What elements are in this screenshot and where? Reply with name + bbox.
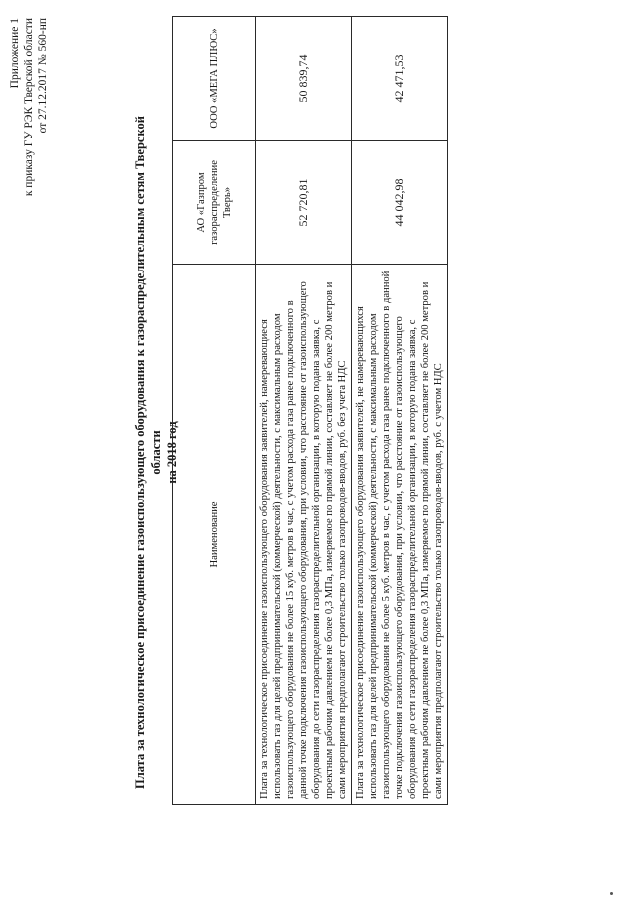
appendix-order-ref: к приказу ГУ РЭК Тверской области [23, 18, 35, 197]
header-company-1: АО «Газпром газораспределение Тверь» [173, 141, 256, 265]
table-row [352, 17, 448, 805]
scan-dot [610, 892, 613, 895]
row-value-company-2: 42 471,53 [352, 17, 448, 141]
appendix-header [8, 18, 50, 358]
appendix-order-date: от 27.12.2017 № 560-нп [37, 18, 49, 134]
row-value-company-1: 52 720,81 [256, 141, 352, 265]
row-description: Плата за технологическое присоединение газоиспользующего оборудования заявителей, намеревающиеся использовать газ для целей предпринимательской (коммерческой) деятельности, с максимальным расходом газоиспользующего оборудования не более 15 куб. метров в час, с учетом расхода газа ранее подключенного в данной точке подключения газоиспользующего оборудования, при условии, что расстояние от газоиспользующего оборудования до сети газораспределения газораспределительной организации, в которую подана заявка, с проектным рабочим давлением не более 0,3 МПа, измеряемое по прямой линии, составляет не более 200 метров и сами мероприятия предполагают строительство только газопроводов-вводов, руб. без учета НДС [256, 265, 352, 805]
row-description: Плата за технологическое присоединение газоиспользующего оборудования заявителей, не намеревающихся использовать газ для целей предпринимательской (коммерческой) деятельности, с максимальным расходом газоиспользующего оборудования не более 5 куб. метров в час, с учетом расхода газа ранее подключенного в данной точке подключения газоиспользующего оборудования, при условии, что расстояние от газоиспользующего оборудования до сети газораспределения газораспределительной организации, в которую подана заявка, с проектным рабочим давлением не более 0,3 МПа, измеряемое по прямой линии, составляет не более 200 метров и сами мероприятия предполагают строительство только газопроводов-вводов, руб. с учетом НДС [352, 265, 448, 805]
title-line-year: на 2018 год [165, 421, 179, 484]
row-value-company-2: 50 839,74 [256, 17, 352, 141]
table-row [256, 17, 352, 805]
appendix-label: Приложение 1 [9, 18, 21, 89]
fee-table [172, 16, 448, 805]
table-header-row [173, 17, 256, 805]
header-company-2: ООО «МЕГА ПЛЮС» [173, 17, 256, 141]
header-name: Наименование [173, 265, 256, 805]
title-line-main: Плата за технологическое присоединение газоиспользующего оборудования к газораспределительным сетям Тверской области [133, 116, 163, 789]
row-value-company-1: 44 042,98 [352, 141, 448, 265]
